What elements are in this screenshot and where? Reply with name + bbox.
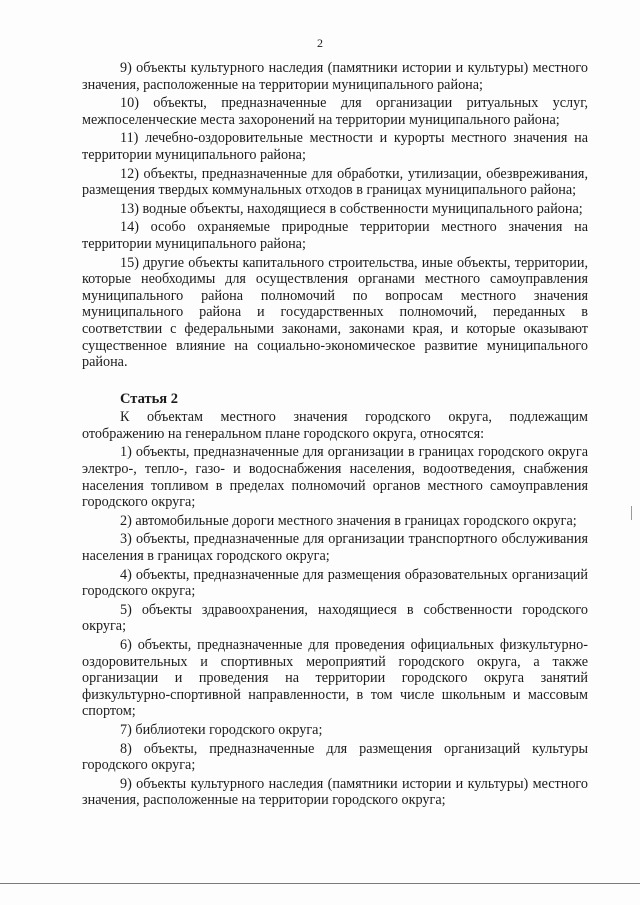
list-item: 11) лечебно-оздоровительные местности и курорты местного значения на территории муниципального района;	[82, 130, 588, 163]
list-item: 4) объекты, предназначенные для размещения образовательных организаций городского округа;	[82, 566, 588, 600]
list-item: 9) объекты культурного наследия (памятники истории и культуры) местного значения, расположенные на территории городского округа;	[82, 775, 588, 809]
list-item: 2) автомобильные дороги местного значения в границах городского округа;	[120, 512, 577, 529]
list-item: 7) библиотеки городского округа;	[120, 721, 323, 738]
list-item: 6) объекты, предназначенные для проведения официальных физкультурно-оздоровительных и спортивных мероприятий городского округа, а также организации и проведения на территории городского округа занятий физкультурно-спортивной направленности, в том числе школьным и массовым спортом;	[82, 637, 588, 720]
article-heading: Статья 2	[120, 390, 178, 407]
list-item: 13) водные объекты, находящиеся в собственности муниципального района;	[120, 200, 583, 217]
scan-margin-mark	[631, 506, 632, 520]
article-intro: К объектам местного значения городского округа, подлежащим отображению на генеральном плане городского округа, относятся:	[82, 409, 588, 442]
list-item: 1) объекты, предназначенные для организации в границах городского округа электро-, тепло-, газо- и водоснабжения населения, водоотведения, снабжения населения топливом в пределах полномочий органов местного самоуправления городского округа;	[82, 444, 588, 511]
page-bottom-rule	[0, 883, 640, 884]
list-item: 10) объекты, предназначенные для организации ритуальных услуг, межпоселенческие места захоронений на территории муниципального района;	[82, 95, 588, 128]
list-item: 3) объекты, предназначенные для организации транспортного обслуживания населения в границах городского округа;	[82, 531, 588, 565]
list-item: 8) объекты, предназначенные для размещения организаций культуры городского округа;	[82, 740, 588, 774]
page-number: 2	[317, 36, 323, 50]
list-item: 5) объекты здравоохранения, находящиеся в собственности городского округа;	[82, 601, 588, 635]
document-body	[82, 60, 588, 809]
list-item: 12) объекты, предназначенные для обработки, утилизации, обезвреживания, размещения твердых коммунальных отходов в границах муниципального района;	[82, 165, 588, 199]
list-item: 15) другие объекты капитального строительства, иные объекты, территории, которые необходимы для осуществления органами местного самоуправления муниципального района полномочий по вопросам местного значения муниципального района и государственных полномочий, переданных в соответствии с федеральными законами, законами края, и которые оказывают существенное влияние на социально-экономическое развитие муниципального района.	[82, 254, 588, 371]
list-item: 9) объекты культурного наследия (памятники истории и культуры) местного значения, расположенные на территории муниципального района;	[82, 60, 588, 93]
list-item: 14) особо охраняемые природные территории местного значения на территории муниципального района;	[82, 219, 588, 252]
